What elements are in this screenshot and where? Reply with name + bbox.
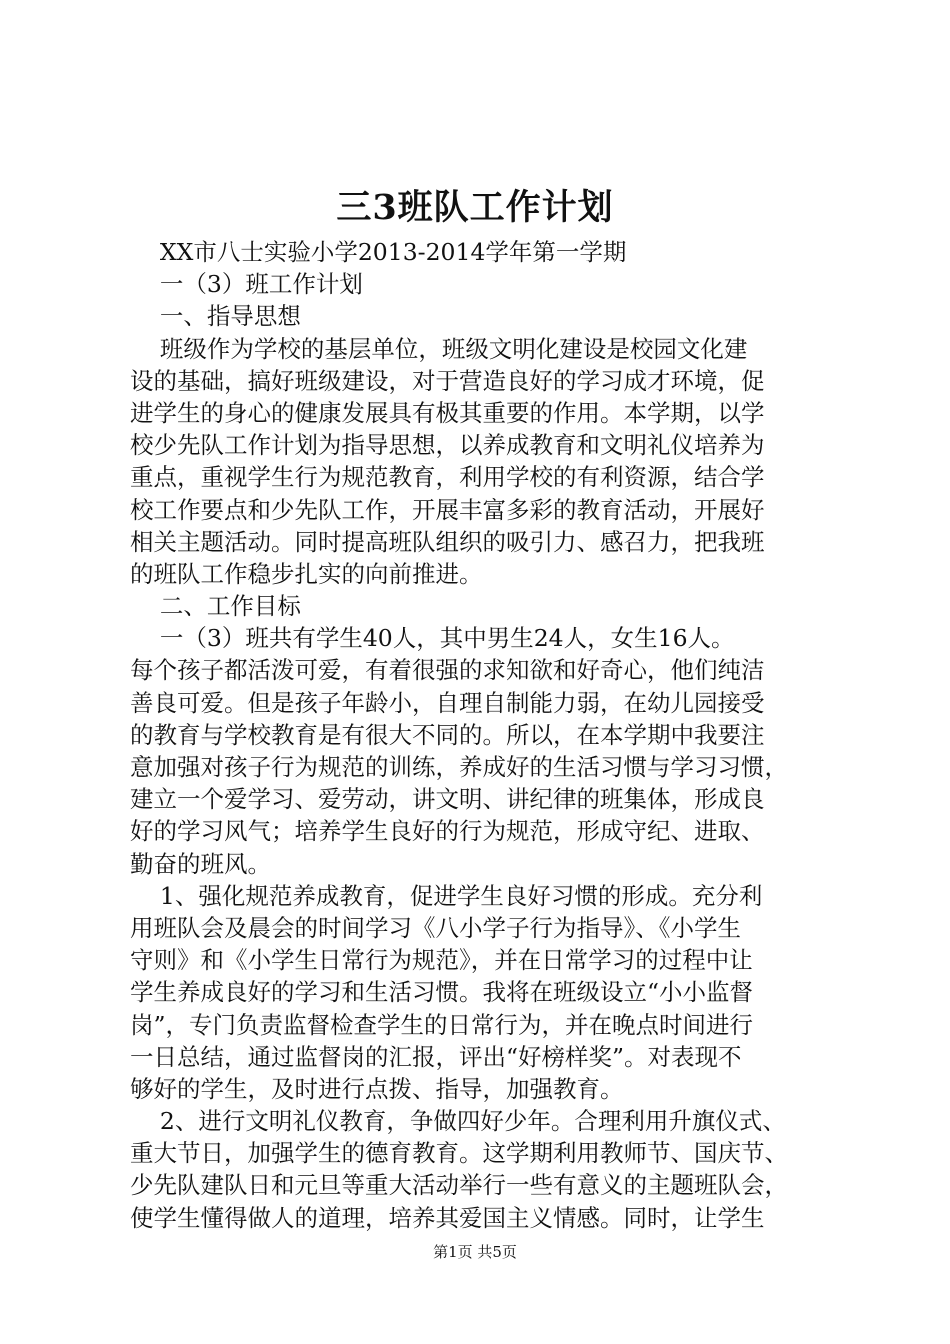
body-line: 1、强化规范养成教育，促进学生良好习惯的形成。充分利 xyxy=(130,881,763,910)
body-line: 进学生的身心的健康发展具有极其重要的作用。本学期，以学 xyxy=(130,398,765,427)
body-line: 的班队工作稳步扎实的向前推进。 xyxy=(130,559,483,588)
body-line: XX市八士实验小学2013-2014学年第一学期 xyxy=(130,238,627,266)
body-line: 岗”，专门负责监督检查学生的日常行为，并在晚点时间进行 xyxy=(130,1010,754,1039)
body-line: 一日总结，通过监督岗的汇报，评出“好榜样奖”。对表现不 xyxy=(130,1042,742,1071)
body-line: 够好的学生，及时进行点拨、指导，加强教育。 xyxy=(130,1074,624,1103)
body-line: 一（3）班共有学生40人，其中男生24人，女生16人。 xyxy=(130,624,735,653)
body-line: 学生养成良好的学习和生活习惯。我将在班级设立“小小监督 xyxy=(130,978,754,1007)
body-line: 重点，重视学生行为规范教育，利用学校的有利资源，结合学 xyxy=(130,463,765,492)
body-line: 一（3）班工作计划 xyxy=(130,270,363,299)
body-line: 的教育与学校教育是有很大不同的。所以，在本学期中我要注 xyxy=(130,720,765,749)
body-line: 善良可爱。但是孩子年龄小，自理自制能力弱，在幼儿园接受 xyxy=(130,688,765,717)
body-line: 少先队建队日和元旦等重大活动举行一些有意义的主题班队会， xyxy=(130,1171,788,1200)
body-line: 使学生懂得做人的道理，培养其爱国主义情感。同时，让学生 xyxy=(130,1203,765,1232)
body-line: 建立一个爱学习、爱劳动，讲文明、讲纪律的班集体，形成良 xyxy=(130,785,765,814)
body-line: 好的学习风气；培养学生良好的行为规范，形成守纪、进取、 xyxy=(130,817,765,846)
body-line: 勤奋的班风。 xyxy=(130,849,271,878)
body-line: 一、指导思想 xyxy=(130,302,301,331)
body-line: 重大节日，加强学生的德育教育。这学期利用教师节、国庆节、 xyxy=(130,1139,788,1168)
body-line: 用班队会及晨会的时间学习《八小学子行为指导》、《小学生 xyxy=(130,913,741,942)
body-line: 守则》和《小学生日常行为规范》，并在日常学习的过程中让 xyxy=(130,946,753,975)
body-line: 设的基础，搞好班级建设，对于营造良好的学习成才环境，促 xyxy=(130,366,765,395)
body-line: 意加强对孩子行为规范的训练，养成好的生活习惯与学习习惯， xyxy=(130,753,788,781)
body-line: 2、进行文明礼仪教育，争做四好少年。合理利用升旗仪式、 xyxy=(130,1107,786,1136)
body-line: 班级作为学校的基层单位，班级文明化建设是校园文化建 xyxy=(130,334,748,363)
document-title: 三3班队工作计划 xyxy=(336,187,614,228)
body-line: 相关主题活动。同时提高班队组织的吸引力、感召力，把我班 xyxy=(130,527,765,556)
document-body xyxy=(130,236,830,1234)
body-line: 二、工作目标 xyxy=(130,592,301,621)
body-line: 每个孩子都活泼可爱，有着很强的求知欲和好奇心，他们纯洁 xyxy=(130,656,765,685)
body-line: 校工作要点和少先队工作，开展丰富多彩的教育活动，开展好 xyxy=(130,495,765,524)
page-footer: 第1页 共5页 xyxy=(433,1243,517,1261)
body-line: 校少先队工作计划为指导思想，以养成教育和文明礼仪培养为 xyxy=(130,431,765,460)
